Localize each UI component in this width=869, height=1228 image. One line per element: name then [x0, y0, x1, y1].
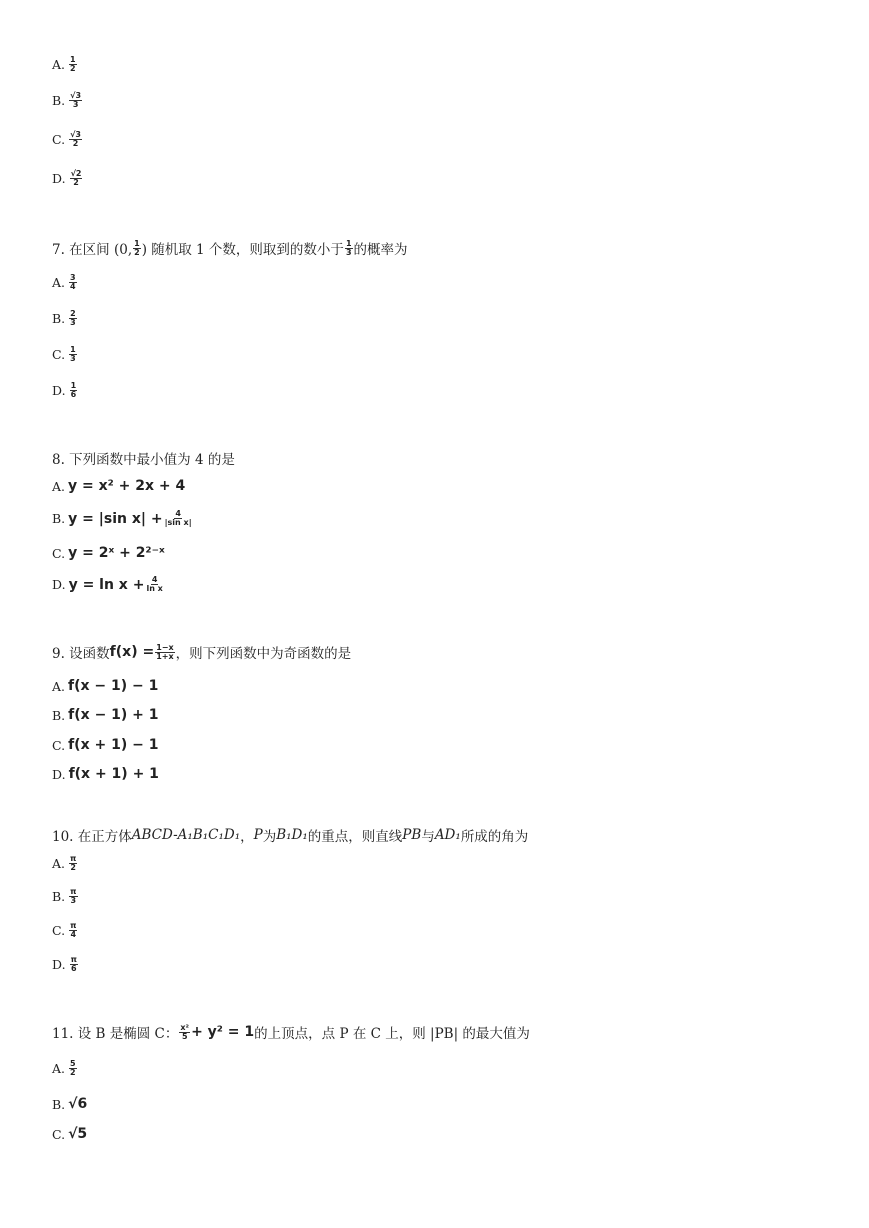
q6-option-a: A. $\frac{1}{2}$	[52, 55, 76, 73]
q9-stem: 9. 设函数 f(x) = $\frac{1-x}{1+x}$ ，则下列函数中为奇函数的是	[52, 642, 352, 662]
fraction: $\frac{4}{\text{ln x}}$	[146, 575, 163, 593]
q8-option-b: B. y = |sin x| + $\frac{4}{\text{|sin x|}}$	[52, 509, 192, 527]
q8-option-a: A. y = x² + 2x + 4	[52, 478, 186, 494]
q11-option-b: B. √6	[52, 1096, 88, 1112]
q7-stem: 7. 在区间 (0, $\frac{1}{2}$ ) 随机取 1 个数，则取到的数小于 $\frac{1}{3}$ 的概率为	[52, 238, 408, 258]
q11-option-a: A. $\frac{5}{2}$	[52, 1059, 76, 1077]
fraction: $\frac{1}{2}$	[134, 238, 140, 257]
q10-option-a: A. $\frac{\pi}{2}$	[52, 854, 77, 872]
fraction: $\frac{\pi}{4}$	[70, 921, 77, 939]
fraction: $\frac{\pi}{3}$	[70, 887, 77, 905]
fraction: $\frac{5}{2}$	[70, 1059, 76, 1077]
fraction: $\frac{4}{\text{|sin x|}}$	[164, 509, 192, 527]
q11-option-c: C. √5	[52, 1126, 88, 1142]
q9-option-c: C. f(x + 1) − 1	[52, 737, 159, 753]
q7-option-b: B. $\frac{2}{3}$	[52, 309, 76, 327]
q7-option-c: C. $\frac{1}{3}$	[52, 345, 76, 363]
q6-option-c: C. $\frac{√3}{2}$	[52, 130, 81, 148]
fraction: $\frac{2}{3}$	[70, 309, 76, 327]
fraction: $\frac{1}{2}$	[70, 55, 76, 73]
fraction: $\frac{3}{4}$	[70, 273, 76, 291]
q7-option-a: A. $\frac{3}{4}$	[52, 273, 76, 291]
fraction: $\frac{√3}{2}$	[70, 130, 81, 148]
fraction: $\frac{√2}{2}$	[70, 169, 82, 187]
q8-option-c: C. y = 2ˣ + 2²⁻ˣ	[52, 545, 165, 561]
q7-option-d: D. $\frac{1}{6}$	[52, 381, 77, 399]
q9-option-b: B. f(x − 1) + 1	[52, 707, 159, 723]
fraction: $\frac{\text{x²}}{5}$	[180, 1022, 190, 1041]
q6-option-b: B. $\frac{√3}{3}$	[52, 91, 82, 109]
q6-option-d: D. $\frac{√2}{2}$	[52, 169, 82, 187]
fraction: $\frac{1}{6}$	[70, 381, 77, 399]
q10-option-b: B. $\frac{\pi}{3}$	[52, 887, 77, 905]
q11-stem: 11. 设 B 是椭圆 C： $\frac{\text{x²}}{5}$ + y² = 1 的上顶点，点 P 在 C 上，则 |PB| 的最大值为	[52, 1022, 530, 1042]
fraction: $\frac{\pi}{2}$	[70, 854, 77, 872]
q10-stem: 10. 在正方体 ABCD-A₁B₁C₁D₁ ， P 为 B₁D₁ 的重点，则直线 PB 与 AD₁ 所成的角为	[52, 827, 529, 845]
fraction: $\frac{1}{3}$	[345, 238, 352, 257]
q9-option-d: D. f(x + 1) + 1	[52, 766, 159, 782]
q10-option-d: D. $\frac{\pi}{6}$	[52, 955, 77, 973]
fraction: $\frac{√3}{3}$	[70, 91, 82, 109]
q8-stem: 8. 下列函数中最小值为 4 的是	[52, 452, 235, 468]
fraction: $\frac{\pi}{6}$	[70, 955, 77, 973]
q9-option-a: A. f(x − 1) − 1	[52, 678, 159, 694]
q10-option-c: C. $\frac{\pi}{4}$	[52, 921, 77, 939]
fraction: $\frac{1}{3}$	[70, 345, 76, 363]
fraction: $\frac{1-x}{1+x}$	[156, 642, 174, 661]
q8-option-d: D. y = ln x + $\frac{4}{\text{ln x}}$	[52, 575, 163, 593]
